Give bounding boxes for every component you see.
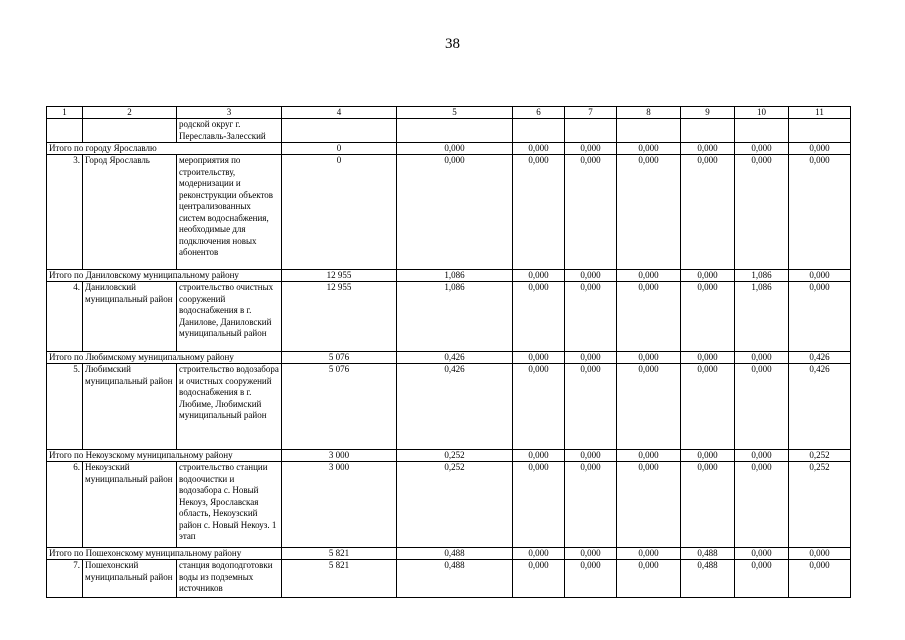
- value-cell: 0,000: [513, 270, 565, 282]
- value-cell: 0,252: [789, 462, 851, 548]
- value-cell: 0,252: [789, 450, 851, 462]
- value-cell: 0,000: [617, 143, 681, 155]
- value-cell: 0,000: [735, 143, 789, 155]
- value-cell: 0: [282, 143, 397, 155]
- total-row: [47, 352, 851, 364]
- value-cell: 0,000: [735, 462, 789, 548]
- value-cell: 0,000: [565, 450, 617, 462]
- value-cell: 0,426: [397, 364, 513, 450]
- value-cell: 0,000: [617, 462, 681, 548]
- object-description: мероприятия по строительству, модернизации и реконструкции объектов централизованных систем водоснабжения, необходимые для подключения новых абонентов: [177, 155, 282, 270]
- value-cell: 0,000: [789, 270, 851, 282]
- column-number: 6: [513, 107, 565, 119]
- table-row: [47, 462, 851, 548]
- municipality-name: Любимский муниципальный район: [83, 364, 177, 450]
- row-number: 7.: [47, 560, 83, 598]
- value-cell: 0,000: [565, 548, 617, 560]
- value-cell: 5 076: [282, 364, 397, 450]
- value-cell: 0,000: [735, 560, 789, 598]
- municipality-name: Город Ярославль: [83, 155, 177, 270]
- table-row: [47, 282, 851, 352]
- total-label: Итого по Любимскому муниципальному району: [47, 352, 282, 364]
- value-cell: 0,000: [397, 155, 513, 270]
- value-cell: 5 821: [282, 560, 397, 598]
- value-cell: 0,000: [565, 270, 617, 282]
- total-label: Итого по Пошехонскому муниципальному району: [47, 548, 282, 560]
- value-cell: 0,000: [565, 155, 617, 270]
- column-number: 9: [681, 107, 735, 119]
- value-cell: 0,488: [681, 560, 735, 598]
- value-cell: 12 955: [282, 282, 397, 352]
- column-number: 5: [397, 107, 513, 119]
- total-label: Итого по городу Ярославлю: [47, 143, 282, 155]
- row-number: 6.: [47, 462, 83, 548]
- value-cell: 0,000: [789, 143, 851, 155]
- value-cell: 0,000: [565, 560, 617, 598]
- value-cell: 3 000: [282, 462, 397, 548]
- continuation-row: [47, 119, 851, 143]
- municipality-name: Некоузский муниципальный район: [83, 462, 177, 548]
- table-row: [47, 560, 851, 598]
- object-description: станция водоподготовки воды из подземных источников: [177, 560, 282, 598]
- total-row: [47, 270, 851, 282]
- value-cell: 0,426: [397, 352, 513, 364]
- value-cell: 0,488: [397, 560, 513, 598]
- value-cell: 1,086: [397, 270, 513, 282]
- value-cell: 0,000: [565, 352, 617, 364]
- value-cell: 0,000: [513, 548, 565, 560]
- value-cell: 0,000: [735, 548, 789, 560]
- value-cell: 5 076: [282, 352, 397, 364]
- value-cell: 0,000: [789, 282, 851, 352]
- column-number: 7: [565, 107, 617, 119]
- value-cell: 0,000: [617, 560, 681, 598]
- value-cell: 0,000: [513, 462, 565, 548]
- value-cell: 0,488: [397, 548, 513, 560]
- total-row: [47, 143, 851, 155]
- value-cell: 0,252: [397, 462, 513, 548]
- page-number: 38: [445, 36, 460, 52]
- value-cell: 0,000: [789, 560, 851, 598]
- total-label: Итого по Некоузскому муниципальному району: [47, 450, 282, 462]
- value-cell: 0,000: [789, 548, 851, 560]
- value-cell: 1,086: [397, 282, 513, 352]
- value-cell: 1,086: [735, 282, 789, 352]
- value-cell: 0,000: [681, 352, 735, 364]
- column-number: 3: [177, 107, 282, 119]
- investment-table: [46, 106, 851, 598]
- value-cell: 0,000: [513, 364, 565, 450]
- value-cell: 0,426: [789, 364, 851, 450]
- value-cell: 0,000: [681, 155, 735, 270]
- value-cell: 0,000: [735, 155, 789, 270]
- column-number: 1: [47, 107, 83, 119]
- object-description: строительство станции водоочистки и водозабора с. Новый Некоуз, Ярославская область, Некоузский район с. Новый Некоуз. 1 этап: [177, 462, 282, 548]
- value-cell: 0,000: [789, 155, 851, 270]
- value-cell: 0,426: [789, 352, 851, 364]
- value-cell: 0,000: [681, 450, 735, 462]
- municipality-name: Даниловский муниципальный район: [83, 282, 177, 352]
- value-cell: 0,000: [513, 352, 565, 364]
- value-cell: 0,000: [617, 364, 681, 450]
- row-number: 3.: [47, 155, 83, 270]
- value-cell: 0,000: [617, 450, 681, 462]
- value-cell: 0,000: [513, 143, 565, 155]
- value-cell: 0,000: [513, 450, 565, 462]
- value-cell: 0,000: [735, 364, 789, 450]
- value-cell: 0: [282, 155, 397, 270]
- value-cell: 0,000: [681, 462, 735, 548]
- column-number: 11: [789, 107, 851, 119]
- value-cell: 0,000: [617, 155, 681, 270]
- total-row: [47, 548, 851, 560]
- value-cell: 0,000: [617, 548, 681, 560]
- row-number: 4.: [47, 282, 83, 352]
- column-number: 4: [282, 107, 397, 119]
- value-cell: 5 821: [282, 548, 397, 560]
- column-number-row: [47, 107, 851, 119]
- value-cell: 0,000: [735, 450, 789, 462]
- value-cell: 0,000: [735, 352, 789, 364]
- object-description: строительство водозабора и очистных сооружений водоснабжения в г. Любиме, Любимский муниципальный район: [177, 364, 282, 450]
- value-cell: 0,000: [513, 282, 565, 352]
- total-label: Итого по Даниловскому муниципальному району: [47, 270, 282, 282]
- column-number: 8: [617, 107, 681, 119]
- value-cell: 0,000: [565, 282, 617, 352]
- total-row: [47, 450, 851, 462]
- value-cell: 0,000: [617, 352, 681, 364]
- value-cell: 0,000: [565, 364, 617, 450]
- value-cell: 0,000: [513, 155, 565, 270]
- value-cell: 3 000: [282, 450, 397, 462]
- table-row: [47, 364, 851, 450]
- value-cell: 0,000: [681, 143, 735, 155]
- value-cell: 0,000: [681, 270, 735, 282]
- municipality-name: Пошехонский муниципальный район: [83, 560, 177, 598]
- table-row: [47, 155, 851, 270]
- value-cell: 0,000: [681, 364, 735, 450]
- column-number: 2: [83, 107, 177, 119]
- value-cell: 0,000: [617, 282, 681, 352]
- value-cell: 0,000: [397, 143, 513, 155]
- row-number: 5.: [47, 364, 83, 450]
- value-cell: 0,488: [681, 548, 735, 560]
- value-cell: 0,000: [565, 143, 617, 155]
- object-description: родской округ г. Переславль-Залесский: [177, 119, 282, 143]
- value-cell: 0,000: [617, 270, 681, 282]
- value-cell: 12 955: [282, 270, 397, 282]
- column-number: 10: [735, 107, 789, 119]
- value-cell: 1,086: [735, 270, 789, 282]
- value-cell: 0,000: [513, 560, 565, 598]
- object-description: строительство очистных сооружений водоснабжения в г. Данилове, Даниловский муниципальный район: [177, 282, 282, 352]
- value-cell: 0,000: [681, 282, 735, 352]
- value-cell: 0,252: [397, 450, 513, 462]
- value-cell: 0,000: [565, 462, 617, 548]
